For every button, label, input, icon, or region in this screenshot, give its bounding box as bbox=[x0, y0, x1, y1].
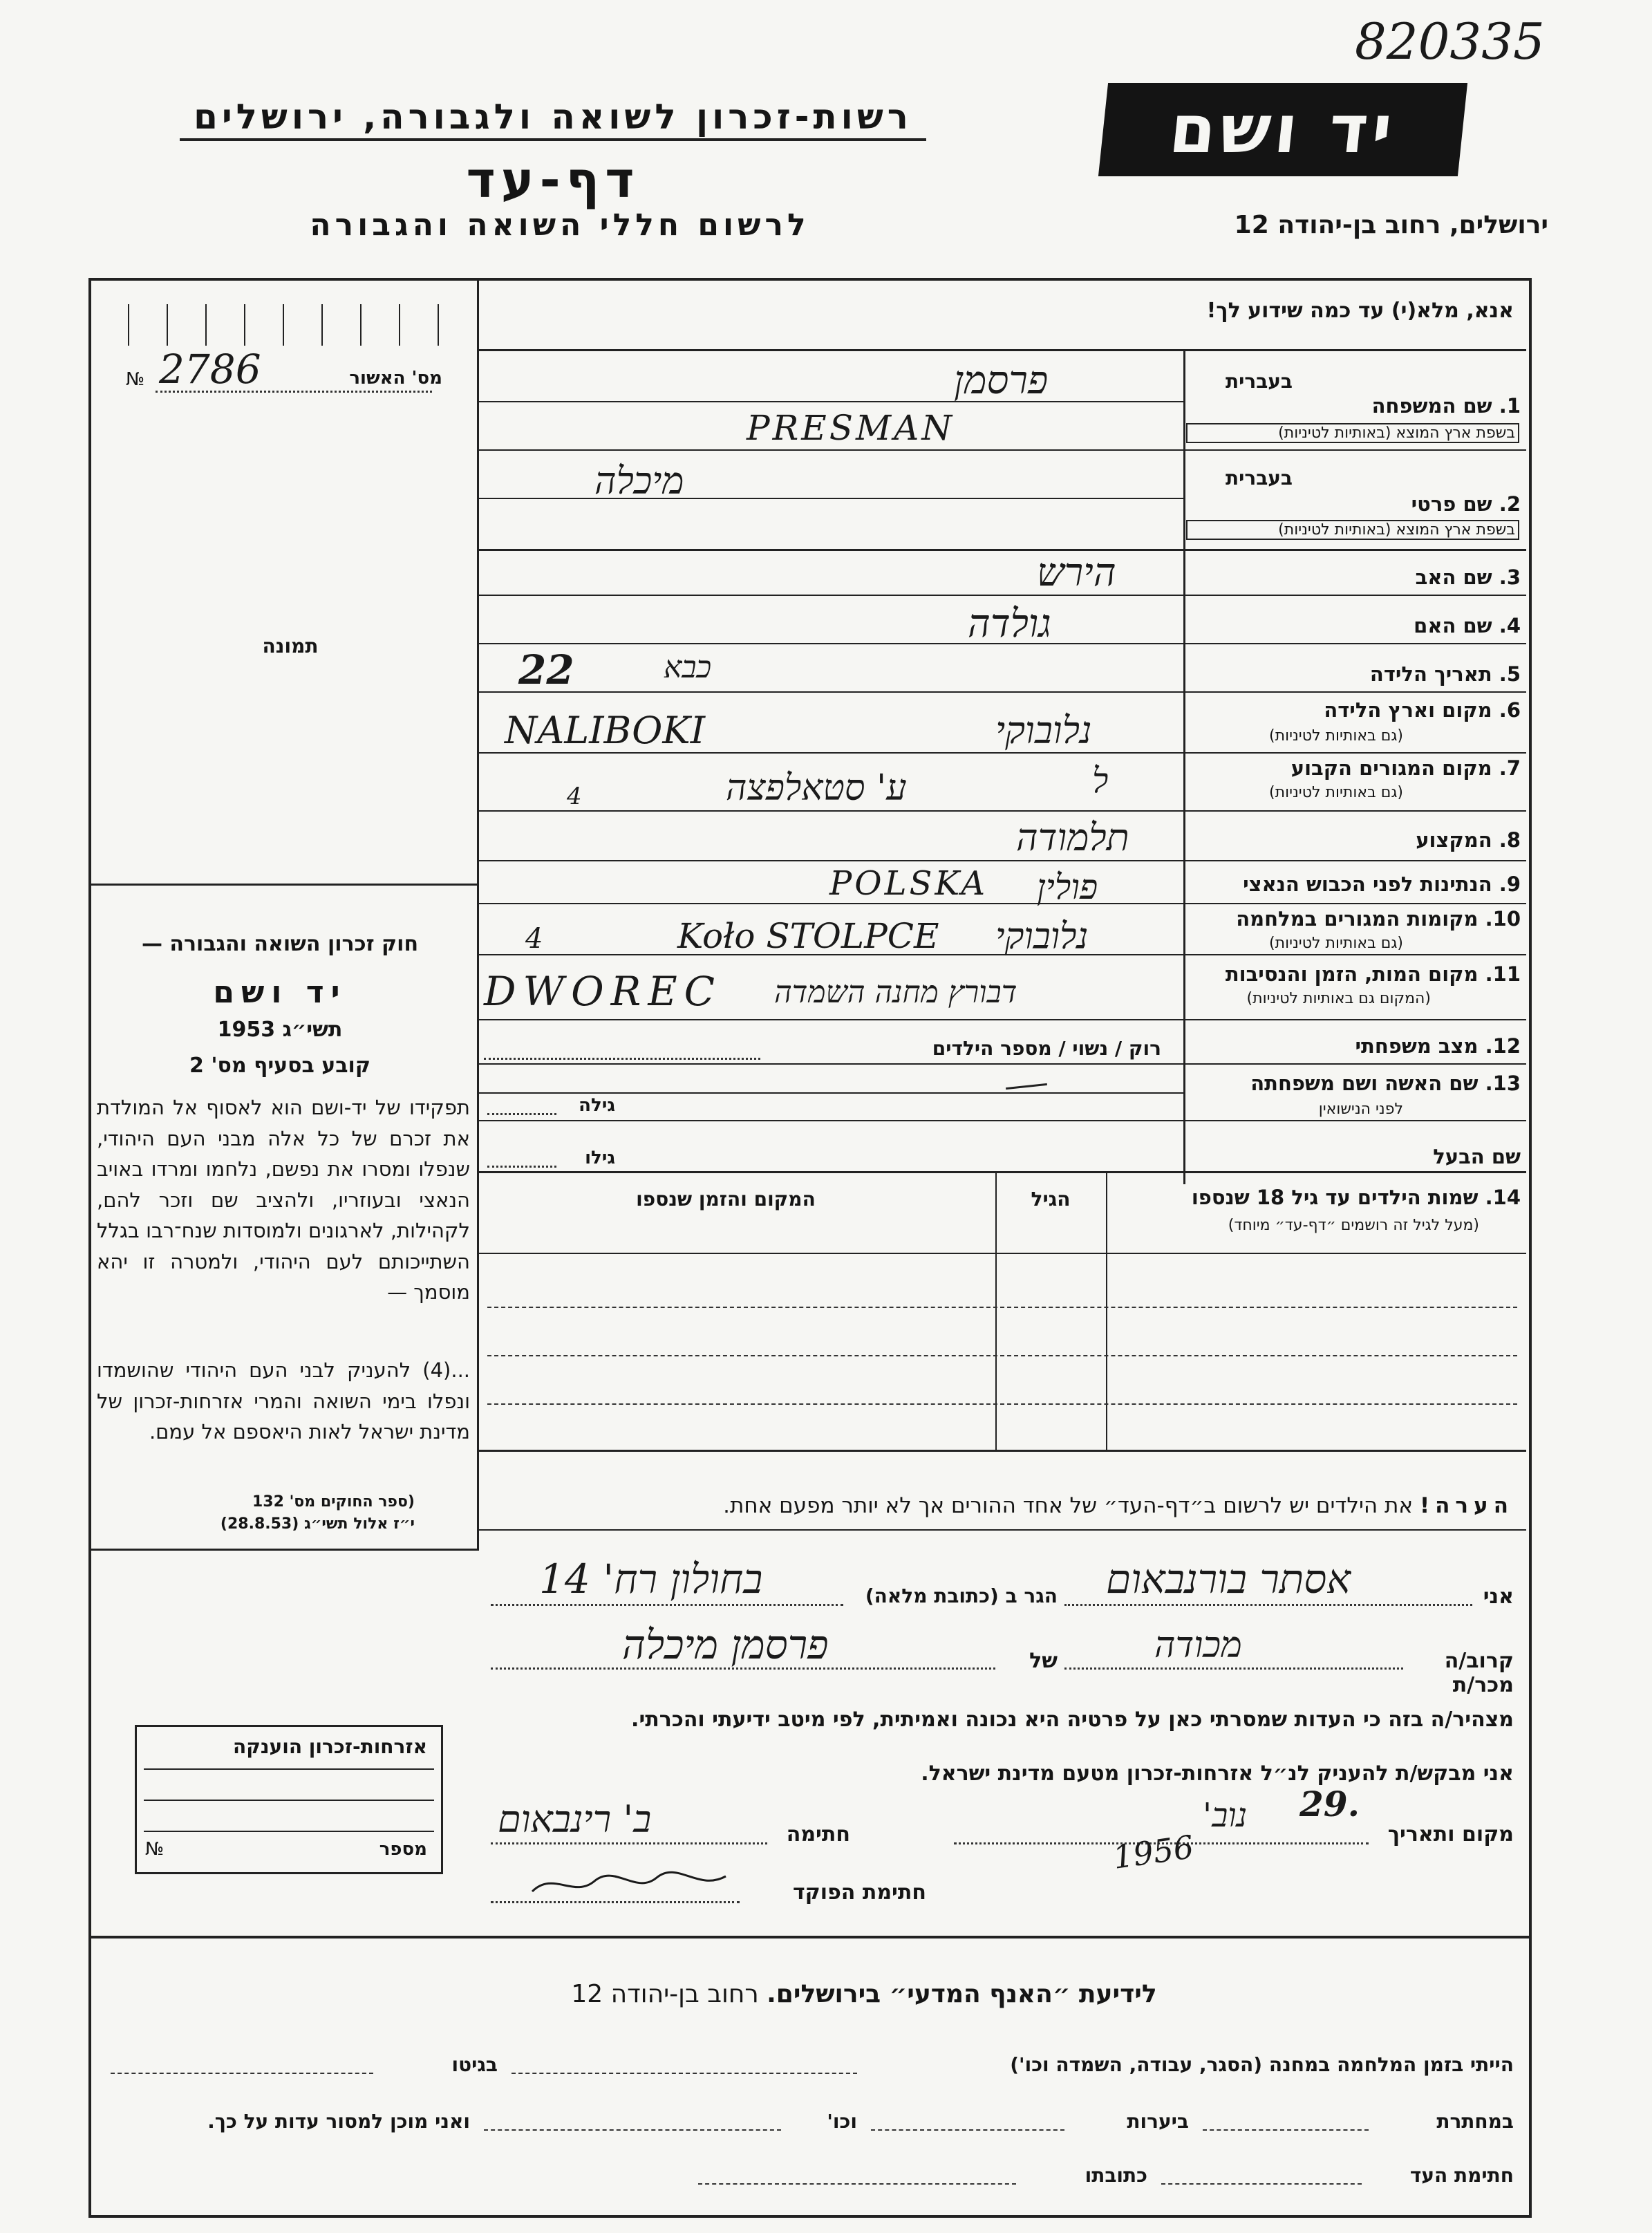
footer-line1-b: בגיטו bbox=[451, 2053, 498, 2076]
field-3-label bbox=[1265, 566, 1521, 589]
of-label: של bbox=[1029, 1649, 1058, 1673]
rule-line bbox=[88, 1936, 1529, 1938]
field-14-col-place: המקום והזמן שנספו bbox=[636, 1188, 816, 1211]
relation-value: מכודה bbox=[1154, 1625, 1242, 1666]
date-stamp-year: 1956 bbox=[1110, 1828, 1196, 1876]
field-5-label bbox=[1265, 662, 1521, 686]
field-11-value-he: דבורץ מחנה השמדה bbox=[774, 975, 1017, 1010]
certificate-number-label: מספר bbox=[379, 1839, 427, 1860]
approval-number-label: מס' האשור bbox=[349, 368, 442, 389]
rule-line bbox=[479, 498, 1183, 499]
rule-line bbox=[479, 1120, 1526, 1121]
rule-line bbox=[487, 1307, 1517, 1308]
field-1-value-he: פרסמן bbox=[954, 358, 1049, 403]
note-text: את הילדים יש לרשום ב״דף-העד״ של אחד ההורים אך לא יותר מפעם אחת. bbox=[723, 1493, 1414, 1518]
rule-line bbox=[167, 304, 168, 346]
rule-line bbox=[128, 304, 129, 346]
footer-address: רחוב בן-יהודה 12 bbox=[571, 1980, 759, 2008]
rule-line bbox=[479, 401, 1183, 402]
note bbox=[484, 1493, 1514, 1518]
field-12-label bbox=[1265, 1034, 1521, 1058]
rule-line bbox=[180, 138, 926, 141]
rule-line bbox=[477, 278, 479, 1171]
field-7-label bbox=[1217, 756, 1521, 780]
rule-line bbox=[1106, 1173, 1107, 1450]
rule-line bbox=[1161, 2183, 1362, 2185]
form-subtitle: לרשום חללי השואה והגבורה bbox=[310, 207, 810, 243]
field-14-label-text: שמות הילדים עד גיל 18 שנספו bbox=[1191, 1186, 1479, 1209]
certificate-title: אזרחות-זכרון הוענקה bbox=[233, 1735, 427, 1758]
rule-line bbox=[487, 1166, 556, 1168]
photo-label: תמונה bbox=[262, 635, 319, 657]
field-10-label bbox=[1189, 907, 1521, 931]
field-13-label bbox=[1189, 1072, 1521, 1095]
field-11-num: 11. bbox=[1485, 962, 1521, 986]
logo-text: יד ושם bbox=[1165, 91, 1400, 168]
field-11-label bbox=[1189, 962, 1521, 986]
signature-value: ב' רינבאום bbox=[498, 1797, 652, 1841]
law-year: תשי״ג 1953 bbox=[217, 1018, 343, 1042]
tick-marks bbox=[128, 304, 473, 346]
law-citation-2: י״ז אלול תשי״ג (28.8.53) bbox=[220, 1515, 415, 1533]
rule-line bbox=[1064, 1667, 1403, 1670]
rule-line bbox=[487, 1403, 1517, 1405]
field-13-label-text: שם האשה ושם משפחתה bbox=[1250, 1072, 1479, 1095]
field-10-value-he: נלובוקי bbox=[995, 916, 1089, 957]
rule-line bbox=[477, 1171, 479, 1551]
field-2-num: 2. bbox=[1499, 492, 1521, 516]
certificate-box bbox=[135, 1725, 443, 1874]
field-3-num: 3. bbox=[1499, 566, 1521, 589]
field-6-label bbox=[1217, 698, 1521, 722]
official-signature bbox=[525, 1864, 733, 1905]
field-9-num: 9. bbox=[1499, 872, 1521, 896]
instruction: אנא, מלא(י) עד כמה שידוע לך! bbox=[1206, 299, 1514, 323]
field-7-sub: (גם באותיות לטיניות) bbox=[1269, 784, 1403, 801]
rule-line bbox=[144, 1768, 434, 1770]
official-signature-scribble bbox=[525, 1864, 733, 1905]
rule-line bbox=[360, 304, 362, 346]
field-11-value-latin: DWOREC bbox=[484, 968, 722, 1015]
field-6-num: 6. bbox=[1499, 698, 1521, 722]
footer-line3-b: כתובתו bbox=[1085, 2164, 1147, 2187]
rule-line bbox=[479, 595, 1526, 596]
rule-line bbox=[698, 2183, 1016, 2185]
field-10-sub: (גם באותיות לטיניות) bbox=[1269, 935, 1403, 952]
footer-title: לידיעת ״האנף המדעי״ בירושלים. bbox=[767, 1980, 1157, 2008]
signature-stroke bbox=[532, 1872, 726, 1891]
yad-vashem-logo bbox=[1098, 83, 1467, 176]
rule-line bbox=[479, 1171, 1526, 1173]
signature-label: חתימה bbox=[786, 1822, 850, 1847]
field-10-num: 10. bbox=[1485, 907, 1521, 931]
date-stamp-month: נוב' bbox=[1203, 1796, 1248, 1835]
rule-line bbox=[479, 860, 1526, 861]
rule-line bbox=[1183, 349, 1185, 1184]
field-14-col-age: הגיל bbox=[1031, 1188, 1071, 1211]
field-1-label bbox=[1265, 394, 1521, 418]
footer-line2-a: במחתרת bbox=[1436, 2110, 1514, 2133]
rule-line bbox=[871, 2129, 1064, 2131]
rule-line bbox=[484, 1058, 760, 1060]
archive-number: 820335 bbox=[1355, 12, 1545, 71]
rule-line bbox=[479, 1063, 1526, 1065]
field-1-label-text: שם המשפחה bbox=[1371, 394, 1492, 418]
field-1-value-latin: PRESMAN bbox=[747, 408, 955, 448]
field-9-value-he: פולין bbox=[1037, 867, 1098, 907]
law-text-2: ...(4) להעניק לבני העם היהודי שהושמדו ונפלו בימי השואה והמרי אזרחות-זכרון של מדינת ישראל לאות היאספם אל עמם. bbox=[97, 1358, 470, 1443]
rule-line bbox=[283, 304, 284, 346]
form-title: דף-עד bbox=[466, 151, 640, 209]
address-value: בחולון רח' 14 bbox=[539, 1555, 763, 1603]
footer-title-line bbox=[484, 1980, 1244, 2008]
field-5-label-text: תאריך הלידה bbox=[1369, 662, 1492, 686]
law-name: יד ושם bbox=[213, 975, 347, 1010]
law-text: תפקידו של יד-ושם הוא לאסוף אל המולדת את זכרם של כל אלה מבני העם היהודי, שנפלו ומסרו את נפשם, נלחמו ומרדו באויב הנאצי ובעוזריו, ולהציב שם וזכר להם, לקהילות, לארגונים ולמוסדות שנח־רבו בגלל השתייכותם לעם היהודי, ולמטרה זו יהא מוסמך — bbox=[97, 1096, 470, 1304]
rule-line bbox=[479, 903, 1526, 904]
field-9-value-latin: POLSKA bbox=[829, 864, 988, 903]
husband-age-label: גילו bbox=[585, 1148, 615, 1168]
declaration-request: אני מבקש/ת להעניק לנ״ל אזרחות-זכרון מטעם מדינת ישראל. bbox=[921, 1762, 1514, 1786]
footer-line2-b: ביערות bbox=[1127, 2110, 1189, 2133]
field-12-num: 12. bbox=[1485, 1034, 1521, 1058]
field-7-value-extra: 4 bbox=[567, 783, 582, 810]
certificate-number-sign: № bbox=[145, 1839, 165, 1860]
rule-line bbox=[995, 1173, 997, 1450]
rule-line bbox=[491, 1901, 740, 1903]
rule-line bbox=[491, 1842, 767, 1844]
footer-line2-d: ואני מוכן למסור עדות על כך. bbox=[207, 2110, 470, 2133]
field-5-num: 5. bbox=[1499, 662, 1521, 686]
rule-line bbox=[1064, 1604, 1472, 1606]
rule-line bbox=[479, 1529, 1526, 1531]
rule-line bbox=[144, 1800, 434, 1801]
rule-line bbox=[479, 1092, 1183, 1094]
authority-name: רשות-זכרון לשואה ולגבורה, ירושלים bbox=[194, 97, 912, 137]
footer-line1-a: הייתי בזמן המלחמה במחנה (הסגר, עבודה, השמדה וכו') bbox=[1010, 2053, 1514, 2076]
field-2-label-text: שם פרטי bbox=[1411, 492, 1492, 516]
rule-line bbox=[399, 304, 400, 346]
footer-line3-a: חתימת העד bbox=[1409, 2164, 1514, 2187]
field-13-age-label: גילה bbox=[579, 1095, 615, 1116]
field-4-label bbox=[1265, 614, 1521, 637]
field-12-label-text: מצב משפחתי bbox=[1355, 1034, 1479, 1058]
field-6-label-text: מקום וארץ הלידה bbox=[1324, 698, 1492, 722]
approval-number-sign: № bbox=[126, 369, 145, 390]
approval-number-value: 2786 bbox=[159, 346, 261, 393]
field-2-sub: בשפת ארץ המוצא (באותיות לטיניות) bbox=[1186, 520, 1519, 540]
field-4-num: 4. bbox=[1499, 614, 1521, 637]
field-10-value-latin: Koło STOLPCE bbox=[677, 916, 939, 956]
rule-line bbox=[479, 549, 1526, 551]
field-3-value: הירש bbox=[1037, 550, 1116, 595]
rule-line bbox=[487, 1113, 556, 1115]
field-2-hebrew-label: בעברית bbox=[1225, 467, 1293, 489]
field-1-hebrew-label: בעברית bbox=[1225, 370, 1293, 393]
rule-line bbox=[477, 349, 1526, 351]
field-5-value: 22 bbox=[518, 646, 574, 693]
field-2-label bbox=[1265, 492, 1521, 516]
declarant-i-label: אני bbox=[1483, 1585, 1514, 1609]
field-13-sub: לפני הנישואין bbox=[1318, 1101, 1403, 1118]
field-11-label-text: מקום המות, הזמן והנסיבות bbox=[1225, 962, 1479, 986]
field-6-value-he: נלובוקי bbox=[995, 709, 1092, 752]
field-11-sub: (המקום גם באותיות לטיניות) bbox=[1246, 990, 1431, 1007]
field-7-label-text: מקום המגורים הקבוע bbox=[1290, 756, 1492, 780]
field-14-label bbox=[1120, 1186, 1521, 1209]
field-4-label-text: שם האם bbox=[1414, 614, 1492, 637]
rule-line bbox=[479, 810, 1526, 812]
law-title: חוק זכרון השואה והגבורה — bbox=[141, 932, 419, 956]
rule-line bbox=[487, 1355, 1517, 1356]
note-label: הערה! bbox=[1419, 1493, 1514, 1518]
field-3-label-text: שם האב bbox=[1415, 566, 1492, 589]
rule-line bbox=[484, 2129, 781, 2131]
address: ירושלים, רחוב בן-יהודה 12 bbox=[1234, 211, 1548, 239]
field-8-label bbox=[1265, 828, 1521, 852]
field-1-num: 1. bbox=[1499, 394, 1521, 418]
field-4-value: גולדה bbox=[968, 601, 1051, 646]
field-10-label-text: מקומות המגורים במלחמה bbox=[1236, 907, 1479, 931]
rule-line bbox=[479, 1019, 1526, 1020]
rule-line bbox=[1203, 2129, 1369, 2131]
rule-line bbox=[479, 1450, 1526, 1452]
field-10-value-extra: 4 bbox=[525, 923, 543, 955]
field-2-value-he: מיכלה bbox=[594, 459, 684, 503]
rule-line bbox=[321, 304, 323, 346]
field-8-value: תלמודה bbox=[1016, 816, 1129, 859]
rule-line bbox=[491, 1604, 843, 1606]
rule-line bbox=[479, 1253, 1526, 1254]
footer-line2-c: וכו' bbox=[827, 2110, 857, 2133]
rule-line bbox=[479, 691, 1526, 693]
field-7-value-prefix: ל bbox=[1092, 760, 1109, 801]
rule-line bbox=[1183, 449, 1526, 451]
field-9-label bbox=[1189, 872, 1521, 896]
rule-line bbox=[479, 752, 1526, 754]
field-9-label-text: הנתינות לפני הכבוש הנאצי bbox=[1243, 872, 1492, 896]
declaration-statement: מצהיר/ה בזה כי העדות שמסרתי כאן על פרטיה היא נכונה ואמיתית, לפי מיטב ידיעתי והכרתי. bbox=[631, 1708, 1514, 1732]
declarant-name: אסתר בורנבאום bbox=[1106, 1555, 1351, 1603]
field-7-value-he: ע' סטאלפצה bbox=[726, 767, 907, 809]
date-stamp-day: 29. bbox=[1299, 1784, 1360, 1824]
rule-line bbox=[88, 884, 479, 886]
field-8-label-text: המקצוע bbox=[1416, 828, 1492, 852]
rule-line bbox=[88, 1549, 479, 1551]
rule-line bbox=[438, 304, 439, 346]
rule-line bbox=[205, 304, 207, 346]
rule-line bbox=[511, 2073, 857, 2074]
resides-label: הגר ב (כתובת מלאה) bbox=[865, 1585, 1058, 1607]
law-section: קובע בסעיף מס' 2 bbox=[189, 1054, 370, 1078]
rule-line bbox=[156, 391, 432, 393]
rule-line bbox=[491, 1667, 995, 1670]
relative-label: קרוב/ה מכר/ת bbox=[1444, 1649, 1514, 1697]
field-8-num: 8. bbox=[1499, 828, 1521, 852]
rule-line bbox=[111, 2073, 373, 2074]
field-1-sub: בשפת ארץ המוצא (באותיות לטיניות) bbox=[1186, 423, 1519, 443]
field-6-sub: (גם באותיות לטיניות) bbox=[1269, 727, 1403, 745]
field-14-num: 14. bbox=[1485, 1186, 1521, 1209]
rule-line bbox=[479, 449, 1183, 451]
rule-line bbox=[144, 1831, 434, 1832]
field-5-value-extra: כבא bbox=[664, 650, 712, 685]
field-13-num: 13. bbox=[1485, 1072, 1521, 1095]
victim-value: פרסמן מיכלה bbox=[622, 1621, 829, 1668]
place-date-label: מקום ותאריך bbox=[1387, 1822, 1514, 1847]
rule-line bbox=[244, 304, 245, 346]
official-signature-label: חתימת הפוקד bbox=[793, 1880, 926, 1905]
husband-label: שם הבעל bbox=[1433, 1145, 1521, 1168]
field-12-options: רוק / נשוי / מספר הילדים bbox=[932, 1037, 1161, 1060]
field-14-sub: (מעל לגיל זה רושמים ״דף-עד״ מיוחד) bbox=[1228, 1217, 1479, 1234]
law-citation-1: (ספר החוקים מס' 132 bbox=[252, 1493, 415, 1511]
field-7-num: 7. bbox=[1499, 756, 1521, 780]
field-6-value-latin: NALIBOKI bbox=[505, 709, 706, 752]
